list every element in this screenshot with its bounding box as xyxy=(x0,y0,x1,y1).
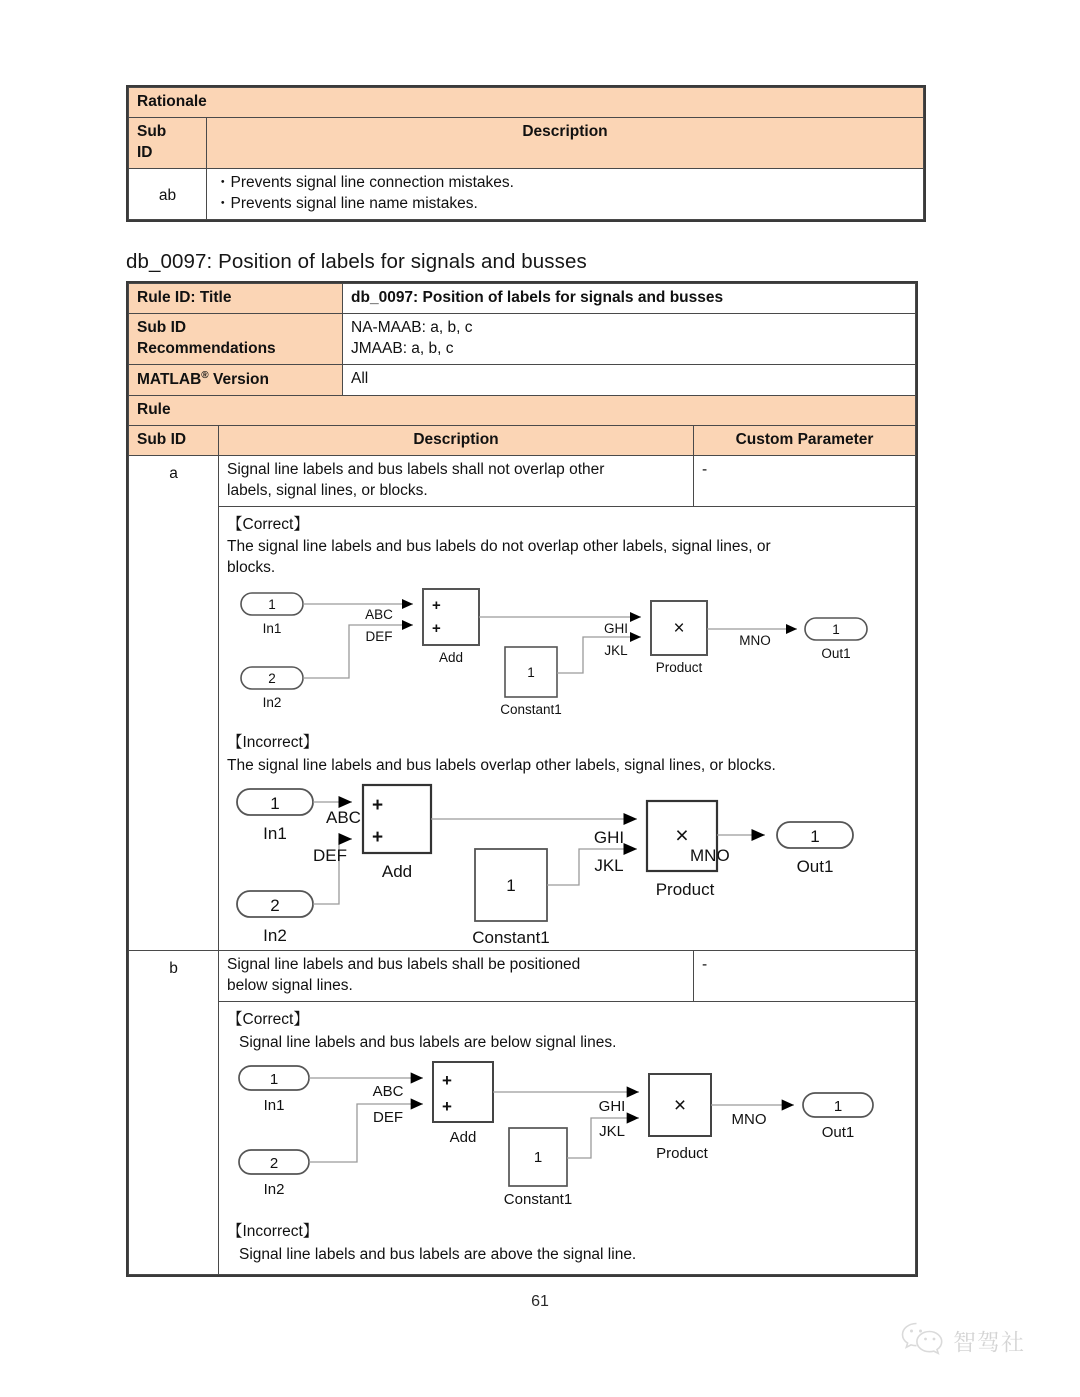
signal-label-def: DEF xyxy=(373,1108,403,1126)
wechat-icon xyxy=(900,1320,946,1361)
add-sign-bottom: + xyxy=(432,620,441,638)
product-block-name: Product xyxy=(655,660,703,676)
rule-a-custom-parameter: - xyxy=(693,455,915,506)
add-block-name: Add xyxy=(381,862,413,882)
matlab-version-label-text: MATLAB xyxy=(137,370,202,388)
out1-port-label: 1 xyxy=(832,622,840,638)
rule-b-description xyxy=(219,951,694,1002)
page-number: 61 xyxy=(531,1293,549,1310)
add-sign-top: + xyxy=(372,795,384,817)
rule-a-correct-desc-line1: The signal line labels and bus labels do not overlap other labels, signal lines, or xyxy=(227,538,771,556)
in2-block-name: In2 xyxy=(263,1180,285,1198)
signal-label-mno: MNO xyxy=(690,846,730,866)
in1-port-label: 1 xyxy=(268,597,276,613)
add-sign-bottom: + xyxy=(372,827,384,849)
diagram-incorrect-a xyxy=(227,781,907,946)
signal-label-ghi: GHI xyxy=(593,828,625,848)
rule-b-incorrect-desc: Signal line labels and bus labels are above the signal line. xyxy=(239,1245,637,1263)
watermark xyxy=(900,1320,1025,1361)
signal-label-abc: ABC xyxy=(365,607,393,623)
rule-b-subid: b xyxy=(129,951,219,1275)
rule-band-label: Rule xyxy=(129,395,916,425)
product-block-name: Product xyxy=(655,880,715,900)
rationale-title-row xyxy=(129,88,924,118)
signal-label-abc: ABC xyxy=(326,808,361,828)
add-block-name: Add xyxy=(449,1128,477,1146)
column-header-description: Description xyxy=(219,425,694,455)
signal-label-def: DEF xyxy=(365,629,393,645)
constant-block-name: Constant1 xyxy=(472,928,550,948)
matlab-version-value: All xyxy=(343,364,916,395)
table-row xyxy=(129,168,924,219)
rule-id-row xyxy=(129,284,916,314)
diagram-correct-a xyxy=(227,583,907,718)
rule-b-examples xyxy=(219,1001,916,1274)
matlab-version-label-suffix: Version xyxy=(208,370,269,388)
matlab-version-label xyxy=(129,364,343,395)
list-item: ・ Prevents signal line connection mistakes. xyxy=(215,173,915,194)
signal-label-ghi: GHI xyxy=(603,621,629,637)
constant-value: 1 xyxy=(533,1148,543,1166)
column-header-subid: Sub ID xyxy=(129,425,219,455)
out1-block-name: Out1 xyxy=(796,857,834,877)
rationale-title-cell: Rationale xyxy=(129,88,924,118)
recommendations-row xyxy=(129,313,916,364)
recommendations-label-line2: Recommendations xyxy=(137,339,276,357)
rationale-subid-header-line2: ID xyxy=(137,143,153,161)
watermark-text: 智驾社 xyxy=(953,1330,1025,1356)
in1-block-name: In1 xyxy=(262,621,282,637)
rule-b-incorrect-tag: 【Incorrect】 xyxy=(227,1222,319,1240)
recommendations-value-line1: NA-MAAB: a, b, c xyxy=(351,318,473,336)
list-item: ・ Prevents signal line name mistakes. xyxy=(215,194,915,215)
constant-value: 1 xyxy=(527,665,535,681)
in2-block-name: In2 xyxy=(262,695,282,711)
recommendations-value-line2: JMAAB: a, b, c xyxy=(351,339,454,357)
rule-b-description-line1: Signal line labels and bus labels shall be positioned xyxy=(227,956,581,974)
diagram-correct-b xyxy=(227,1058,907,1208)
rationale-header-row xyxy=(129,117,924,168)
in2-block-name: In2 xyxy=(263,926,287,946)
rationale-description-header: Description xyxy=(207,117,924,168)
rule-a-correct-tag: 【Correct】 xyxy=(227,515,309,533)
rule-columns-row xyxy=(129,425,916,455)
table-row xyxy=(129,1001,916,1274)
in2-port-label: 2 xyxy=(270,896,280,916)
add-block-name: Add xyxy=(438,650,464,666)
rationale-table xyxy=(126,85,926,222)
in2-port-label: 2 xyxy=(269,1154,279,1172)
add-sign-bottom: + xyxy=(442,1096,452,1116)
rule-a-description xyxy=(219,455,694,506)
in1-block-name: In1 xyxy=(263,1096,285,1114)
product-symbol: × xyxy=(675,822,689,849)
rule-a-subid: a xyxy=(129,455,219,950)
in1-block-name: In1 xyxy=(263,824,287,844)
add-sign-top: + xyxy=(432,597,441,615)
rationale-subid-header xyxy=(129,117,207,168)
rule-table xyxy=(126,281,918,1277)
table-row xyxy=(129,455,916,506)
rule-b-correct-tag: 【Correct】 xyxy=(227,1010,309,1028)
product-symbol: × xyxy=(673,618,685,640)
rule-band-row xyxy=(129,395,916,425)
rule-a-correct-desc xyxy=(227,537,907,579)
rationale-subid-header-line1: Sub xyxy=(137,122,167,140)
out1-block-name: Out1 xyxy=(821,1123,855,1141)
constant-block-name: Constant1 xyxy=(503,1190,573,1208)
signal-label-ghi: GHI xyxy=(598,1097,626,1115)
signal-label-abc: ABC xyxy=(372,1082,404,1100)
page-title: db_0097: Position of labels for signals and busses xyxy=(126,250,587,273)
out1-port-label: 1 xyxy=(810,827,820,847)
rationale-description-value xyxy=(207,168,924,219)
rationale-subid-value: ab xyxy=(129,168,207,219)
signal-label-def: DEF xyxy=(313,846,347,866)
rule-a-examples xyxy=(219,506,916,951)
product-symbol: × xyxy=(673,1093,687,1117)
rule-b-correct-desc: Signal line labels and bus labels are below signal lines. xyxy=(239,1033,617,1051)
table-row xyxy=(129,951,916,1002)
rule-b-description-line2: below signal lines. xyxy=(227,977,353,995)
table-row xyxy=(129,506,916,951)
constant-block-name: Constant1 xyxy=(500,702,562,718)
column-header-custom-parameter: Custom Parameter xyxy=(693,425,915,455)
signal-label-jkl: JKL xyxy=(599,1122,625,1140)
recommendations-value xyxy=(343,313,916,364)
signal-label-mno: MNO xyxy=(739,633,771,649)
rule-id-label: Rule ID: Title xyxy=(129,284,343,314)
rule-a-incorrect-desc: The signal line labels and bus labels overlap other labels, signal lines, or blocks. xyxy=(227,757,776,775)
matlab-version-row xyxy=(129,364,916,395)
in1-port-label: 1 xyxy=(269,1070,279,1088)
in2-port-label: 2 xyxy=(268,671,276,687)
rule-b-custom-parameter: - xyxy=(693,951,915,1002)
signal-label-jkl: JKL xyxy=(594,856,624,876)
rule-a-description-line1: Signal line labels and bus labels shall not overlap other xyxy=(227,460,605,478)
rationale-bullet-list xyxy=(215,173,915,215)
product-block-name: Product xyxy=(656,1144,708,1162)
rule-a-description-line2: labels, signal lines, or blocks. xyxy=(227,481,428,499)
recommendations-label-line1: Sub ID xyxy=(137,318,187,336)
out1-port-label: 1 xyxy=(833,1097,843,1115)
registered-mark-icon: ® xyxy=(201,369,209,381)
signal-label-jkl: JKL xyxy=(604,643,628,659)
constant-value: 1 xyxy=(506,876,516,896)
in1-port-label: 1 xyxy=(270,794,280,814)
rule-a-incorrect-tag: 【Incorrect】 xyxy=(227,734,319,752)
add-sign-top: + xyxy=(442,1070,452,1090)
rule-id-value: db_0097: Position of labels for signals and busses xyxy=(343,284,916,314)
out1-block-name: Out1 xyxy=(821,646,851,662)
recommendations-label xyxy=(129,313,343,364)
signal-label-mno: MNO xyxy=(731,1110,767,1128)
rule-a-correct-desc-line2: blocks. xyxy=(227,559,276,577)
